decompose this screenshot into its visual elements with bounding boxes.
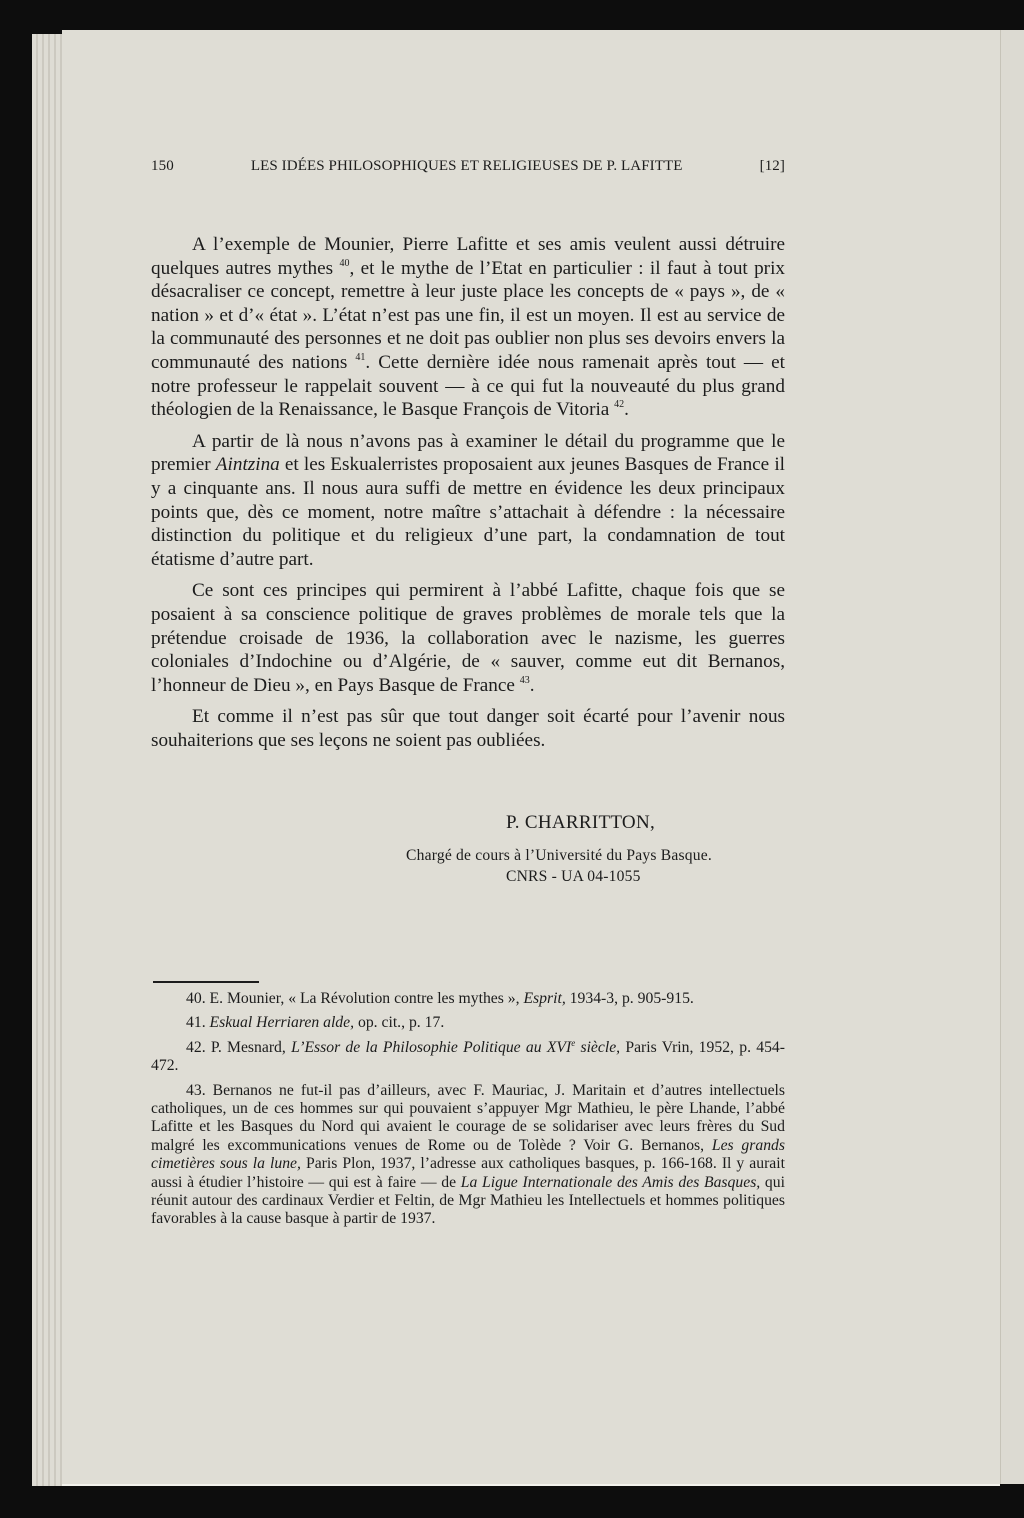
- paragraph-4: Et comme il n’est pas sûr que tout danger soit écarté pour l’avenir nous souhaiterions que ses leçons ne soient pas oubliées.: [151, 706, 785, 751]
- next-page-edge: [1000, 30, 1024, 1484]
- footnotes: [151, 990, 785, 1235]
- paragraph-3: Ce sont ces principes qui permirent à l’abbé Lafitte, chaque fois que se posaient à sa conscience politique de graves problèmes de morale tels que la prétendue croisade de 1936, la collaboration avec le nazisme, les guerres coloniales d’Indochine ou d’Algérie, de « sauver, comme eut dit Bernanos, l’honneur de Dieu », en Pays Basque de France $^{43}$.: [151, 580, 785, 696]
- section-number: [12]: [759, 158, 785, 174]
- author-unit: CNRS - UA 04-1055: [506, 868, 641, 885]
- footnote-ref-42[interactable]: 42: [614, 399, 625, 411]
- footnote-ref-41[interactable]: 41: [355, 351, 366, 363]
- footnote-ref-40[interactable]: 40: [339, 257, 350, 269]
- footnote-ref-43[interactable]: 43: [519, 674, 530, 686]
- main-text: [151, 233, 785, 760]
- author-affiliation: Chargé de cours à l’Université du Pays Basque.: [406, 847, 712, 864]
- author-name: P. CHARRITTON,: [506, 812, 656, 833]
- footnote-40: 40. E. Mounier, « La Révolution contre les mythes », Esprit, 1934-3, p. 905-915.: [186, 990, 694, 1007]
- running-header: [151, 158, 785, 175]
- italic-title: Aintzina: [215, 454, 280, 476]
- page-number: 150: [151, 158, 174, 174]
- footnote-42: 42. P. Mesnard, L’Essor de la Philosophie Politique au XVIe siècle, Paris Vrin, 1952, p. 454-472.: [151, 1037, 785, 1075]
- paragraph-1: A l’exemple de Mounier, Pierre Lafitte et ses amis veulent aussi détruire quelques autres mythes $^{40}$, et le mythe de l’Etat en particulier : il faut à tout prix désacraliser ce concept, remettre à leur juste place les concepts de « pays », de « nation » et d’« état ». L’état n’est pas une fin, il est un moyen. Il est au service de la communauté des personnes et ne doit pas oublier non plus ses devoirs envers la communauté des nations $^{41}$. Cette dernière idée nous ramenait après tout — et notre professeur le rappelait souvent — à ce qui fut la nouveauté du plus grand théologien de la Renaissance, le Basque François de Vitoria $^{42}$.: [151, 234, 785, 421]
- footnote-41: 41. Eskual Herriaren alde, op. cit., p. 17.: [186, 1014, 445, 1032]
- paragraph-2: A partir de là nous n’avons pas à examiner le détail du programme que le premier Aintzina et les Eskualerristes proposaient aux jeunes Basques de France il y a cinquante ans. Il nous aura suffi de mettre en évidence les deux principaux points que, dès ce moment, notre maître s’attachait à défendre : la nécessaire distinction du politique et du religieux d’une part, la condamnation de tout étatisme d’autre part.: [151, 430, 785, 570]
- page-stack-edges: [32, 34, 64, 1486]
- footnote-rule: [153, 981, 259, 983]
- running-title: LES IDÉES PHILOSOPHIQUES ET RELIGIEUSES DE P. LAFITTE: [250, 158, 683, 174]
- footnote-43: 43. Bernanos ne fut-il pas d’ailleurs, avec F. Mauriac, J. Maritain et d’autres intellectuels catholiques, un de ces hommes sur qui pouvaient s’appuyer Mgr Mathieu, le père Lhande, l’abbé Lafitte et les Basques du Nord qui avaient le courage de se solidariser avec leurs frères du Sud malgré les excommunications venues de Rome ou de Tolède ? Voir G. Bernanos, Les grands cimetières sous la lune, Paris Plon, 1937, l’adresse aux catholiques basques, p. 166-168. Il y aurait aussi à étudier l’histoire — qui est à faire — de La Ligue Internationale des Amis des Basques, qui réunit autour des cardinaux Verdier et Feltin, de Mgr Mathieu les Intellectuels et hommes politiques favorables à la cause basque à partir de 1937.: [151, 1081, 785, 1228]
